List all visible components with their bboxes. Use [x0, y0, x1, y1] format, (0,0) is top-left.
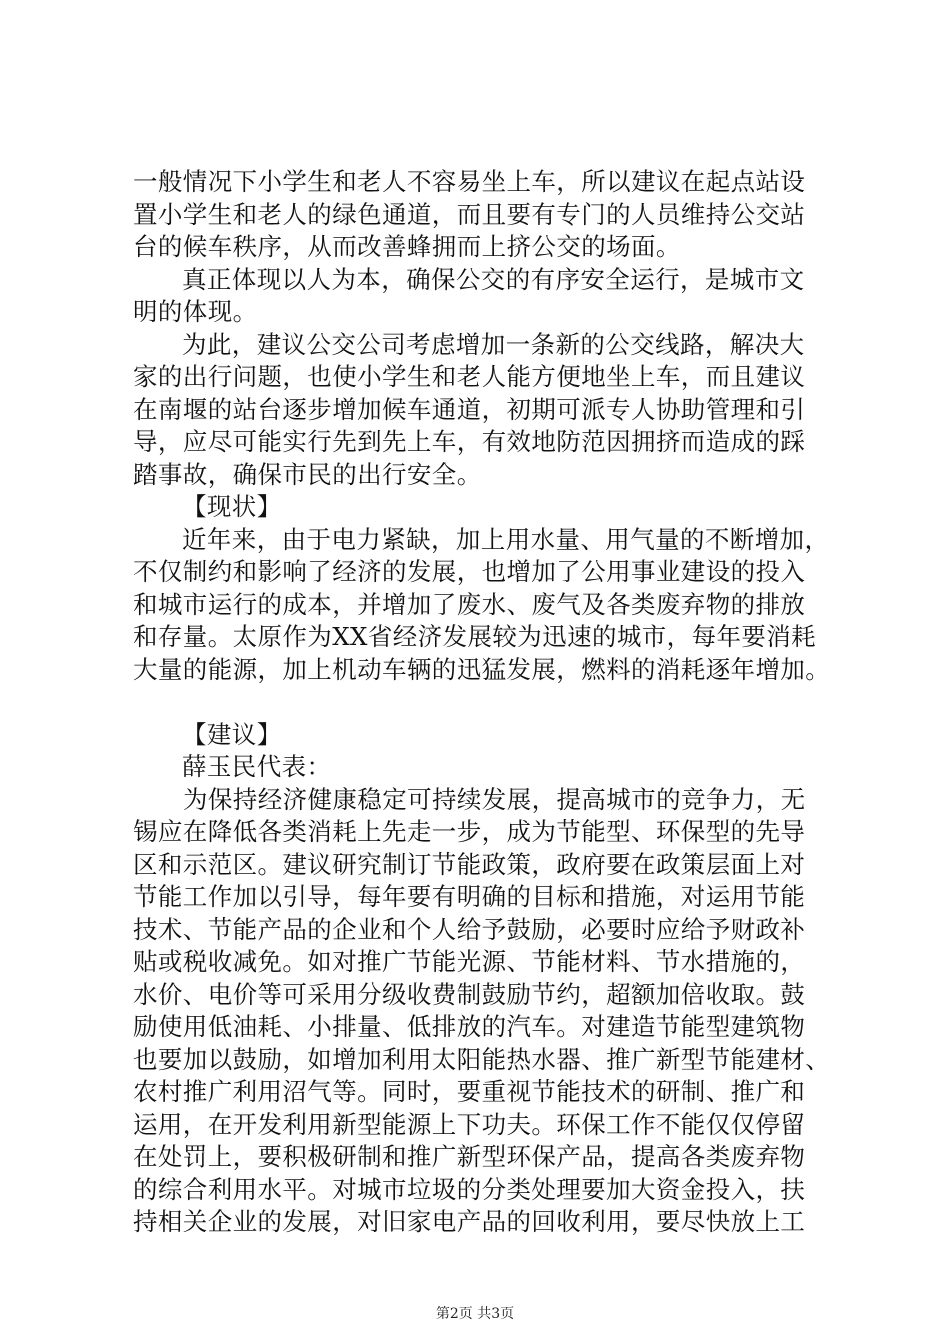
text-line: 区和示范区。建议研究制订节能政策，政府要在政策层面上对 [133, 849, 806, 879]
text-line: 为此，建议公交公司考虑增加一条新的公交线路，解决大 [182, 329, 805, 359]
blank-line [133, 686, 833, 719]
text-line: 在南堰的站台逐步增加候车通道，初期可派专人协助管理和引 [133, 394, 806, 424]
text-line: 大量的能源，加上机动车辆的迅猛发展，燃料的消耗逐年增加。 [133, 654, 831, 684]
paragraph-status [133, 524, 833, 687]
paragraph-people-first [133, 264, 833, 329]
text-line: 置小学生和老人的绿色通道，而且要有专门的人员维持公交站 [133, 199, 806, 229]
representative-name: 薛玉民代表： [182, 752, 332, 781]
text-line: 励使用低油耗、小排量、低排放的汽车。对建造节能型建筑物 [133, 1012, 806, 1041]
text-line: 一般情况下小学生和老人不容易坐上车，所以建议在起点站设 [133, 167, 806, 196]
text-line: 锡应在降低各类消耗上先走一步，成为节能型、环保型的先导 [133, 817, 806, 846]
text-line: 不仅制约和影响了经济的发展，也增加了公用事业建设的投入 [133, 557, 806, 586]
text-line: 运用，在开发利用新型能源上下功夫。环保工作不能仅仅停留 [133, 1109, 806, 1139]
page-number-footer: 第2页 共3页 [435, 1306, 515, 1322]
text-line: 节能工作加以引导，每年要有明确的目标和措施，对运用节能 [133, 882, 806, 911]
text-line: 真正体现以人为本，确保公交的有序安全运行，是城市文 [182, 264, 805, 294]
text-line: 导，应尽可能实行先到先上车，有效地防范因拥挤而造成的踩 [133, 427, 806, 456]
text-line: 在处罚上，要积极研制和推广新型环保产品，提高各类废弃物 [133, 1142, 806, 1171]
text-line: 也要加以鼓励，如增加利用太阳能热水器、推广新型节能建材、 [133, 1044, 831, 1074]
text-line: 台的候车秩序，从而改善蜂拥而上挤公交的场面。 [133, 232, 681, 261]
paragraph-new-bus-line [133, 329, 833, 492]
paragraph-energy-saving [133, 784, 833, 1239]
text-line: 近年来，由于电力紧缺，加上用水量、用气量的不断增加， [182, 524, 830, 554]
document-body [133, 166, 833, 1239]
paragraph-bus-access [133, 166, 833, 264]
text-line: 明的体现。 [133, 297, 258, 326]
text-line: 水价、电价等可采用分级收费制鼓励节约，超额加倍收取。鼓 [133, 979, 806, 1009]
text-line: 技术、节能产品的企业和个人给予鼓励，必要时应给予财政补 [133, 914, 806, 944]
text-line: 踏事故，确保市民的出行安全。 [133, 459, 482, 489]
text-line: 的综合利用水平。对城市垃圾的分类处理要加大资金投入，扶 [133, 1174, 806, 1204]
text-line: 和城市运行的成本，并增加了废水、废气及各类废弃物的排放 [133, 589, 806, 619]
text-line: 贴或税收减免。如对推广节能光源、节能材料、节水措施的， [133, 947, 806, 976]
text-line: 农村推广利用沼气等。同时，要重视节能技术的研制、推广和 [133, 1077, 806, 1106]
section-heading-suggestion: 【建议】 [182, 719, 282, 749]
text-line: 为保持经济健康稳定可持续发展，提高城市的竞争力，无 [183, 784, 806, 814]
section-heading-status: 【现状】 [182, 492, 282, 521]
text-line: 持相关企业的发展，对旧家电产品的回收利用，要尽快放上工 [133, 1207, 806, 1236]
text-line: 和存量。太原作为XX省经济发展较为迅速的城市，每年要消耗 [133, 622, 817, 651]
text-line: 家的出行问题，也使小学生和老人能方便地坐上车，而且建议 [133, 362, 806, 391]
